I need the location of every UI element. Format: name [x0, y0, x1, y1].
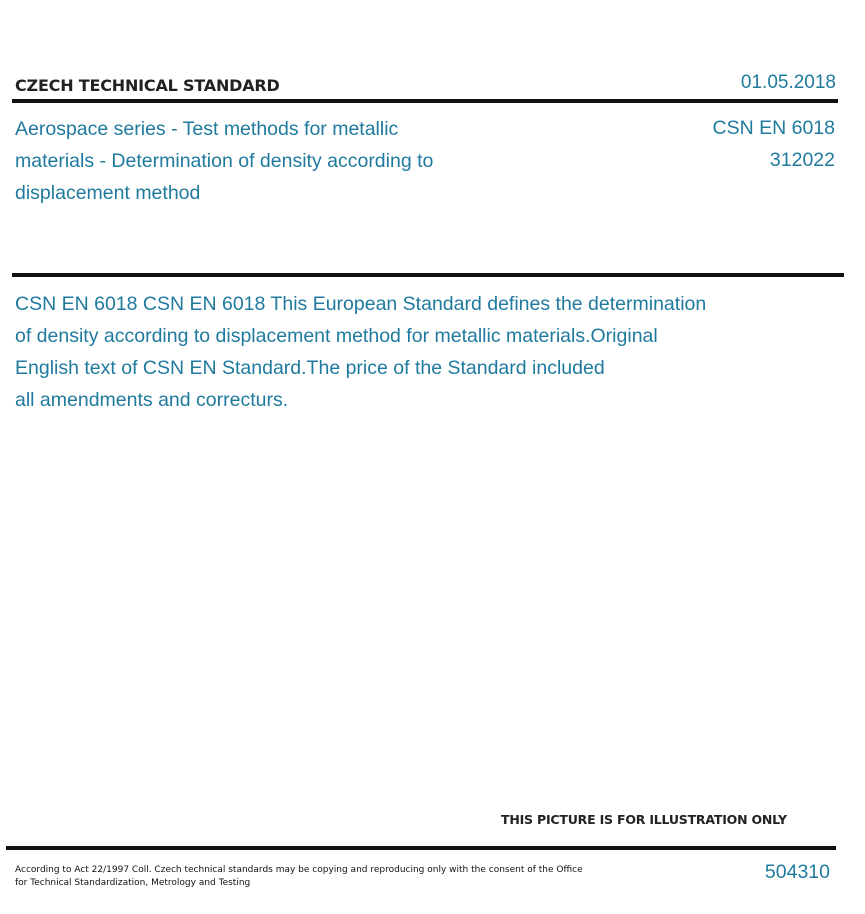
standard-title: Aerospace series - Test methods for metallic materials - Determination of density according to displacement method: [15, 118, 434, 204]
standard-description: [15, 288, 795, 416]
description-line: of density according to displacement method for metallic materials.Original: [15, 325, 658, 347]
description-line: English text of CSN EN Standard.The price of the Standard included: [15, 357, 605, 379]
header-divider: [12, 99, 838, 103]
description-line: all amendments and correcturs.: [15, 389, 289, 411]
catalog-number: 312022: [769, 149, 835, 171]
legal-notice: [15, 864, 595, 890]
product-number: 504310: [764, 861, 830, 883]
legal-notice-line: for Technical Standardization, Metrology and Testing: [15, 878, 251, 888]
footer-divider: [6, 846, 836, 850]
standard-code: CSN EN 6018: [712, 117, 835, 139]
document-type-label: CZECH TECHNICAL STANDARD: [15, 76, 280, 95]
description-line: CSN EN 6018 CSN EN 6018 This European Standard defines the determination: [15, 293, 707, 315]
publication-date: 01.05.2018: [740, 72, 836, 93]
section-divider: [12, 273, 844, 277]
illustration-disclaimer: THIS PICTURE IS FOR ILLUSTRATION ONLY: [501, 812, 787, 827]
legal-notice-line: According to Act 22/1997 Coll. Czech technical standards may be copying and reproducing only with the consent of the Office: [15, 865, 583, 875]
